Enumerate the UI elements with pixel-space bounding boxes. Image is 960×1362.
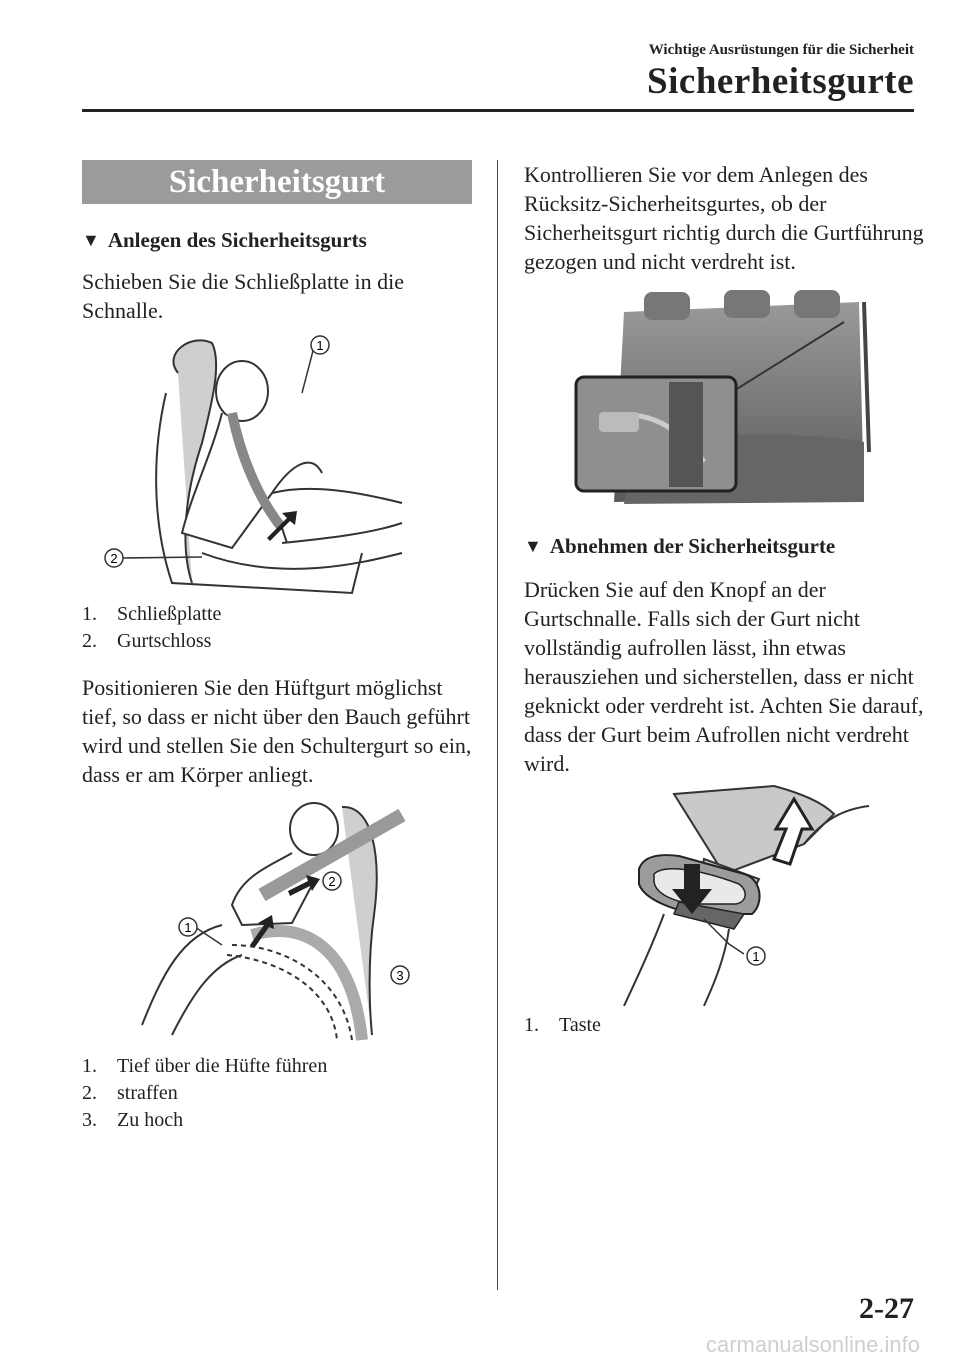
- remove-paragraph: Drücken Sie auf den Knopf an der Gurtschnalle. Falls sich der Gurt nicht vollständig aufrollen lässt, ihn etwas herausziehen und sicherstellen, dass er nicht geknickt oder verdreht ist. Achten Sie darauf, dass der Gurt beim Aufrollen nicht verdreht wird.: [524, 577, 924, 776]
- sub-heading-text: Abnehmen der Sicherheitsgurte: [549, 534, 836, 558]
- triangle-down-icon: ▼: [82, 230, 100, 250]
- rear-seat-figure: [524, 282, 924, 512]
- legend-list-1: [82, 601, 472, 655]
- list-item: 1. Schließplatte: [82, 603, 222, 625]
- position-paragraph: Positionieren Sie den Hüftgurt möglichst tief, so dass er nicht über den Bauch geführt wird und stellen Sie den Schultergurt so ein, dass er am Körper anliegt.: [82, 675, 472, 787]
- sub-heading-fastening: [82, 228, 472, 253]
- left-column: [82, 160, 472, 1134]
- legend-list-3: [524, 1012, 924, 1039]
- check-paragraph: Kontrollieren Sie vor dem Anlegen des Rücksitz-Sicherheitsgurtes, ob der Sicherheitsgurt richtig durch die Gurtführung gezogen und nicht verdreht ist.: [524, 162, 924, 274]
- fig4-callout-1: 1: [752, 949, 760, 964]
- list-item: 1. Tief über die Hüfte führen: [82, 1055, 328, 1077]
- list-item: 2. straffen: [82, 1082, 178, 1104]
- sub-heading-removing: [524, 534, 924, 559]
- header-rule: [82, 109, 914, 112]
- list-item: 1. Taste: [524, 1014, 601, 1036]
- lap-belt-figure: [82, 795, 472, 1045]
- buckle-release-figure: [524, 784, 924, 1006]
- column-divider: [497, 160, 498, 1290]
- fig1-callout-1: 1: [316, 338, 324, 353]
- intro-paragraph: Schieben Sie die Schließplatte in die Schnalle.: [82, 269, 404, 323]
- fig2-callout-2: 2: [328, 874, 336, 889]
- fig1-callout-2: 2: [110, 551, 118, 566]
- list-item: 3. Zu hoch: [82, 1109, 184, 1131]
- right-column: [524, 160, 924, 1039]
- section-title: Sicherheitsgurt: [82, 160, 472, 204]
- triangle-down-icon: ▼: [524, 536, 542, 556]
- buckle-figure: [82, 333, 472, 595]
- fig2-callout-3: 3: [396, 968, 404, 983]
- header-subtitle: Wichtige Ausrüstungen für die Sicherheit: [648, 42, 914, 58]
- page-number: 2-27: [859, 1292, 914, 1325]
- legend-list-2: [82, 1053, 472, 1134]
- watermark: carmanualsonline.info: [705, 1332, 920, 1357]
- fig2-callout-1: 1: [184, 920, 192, 935]
- sub-heading-text: Anlegen des Sicherheitsgurts: [107, 228, 367, 252]
- header-title: Sicherheitsgurte: [647, 61, 914, 102]
- list-item: 2. Gurtschloss: [82, 630, 212, 652]
